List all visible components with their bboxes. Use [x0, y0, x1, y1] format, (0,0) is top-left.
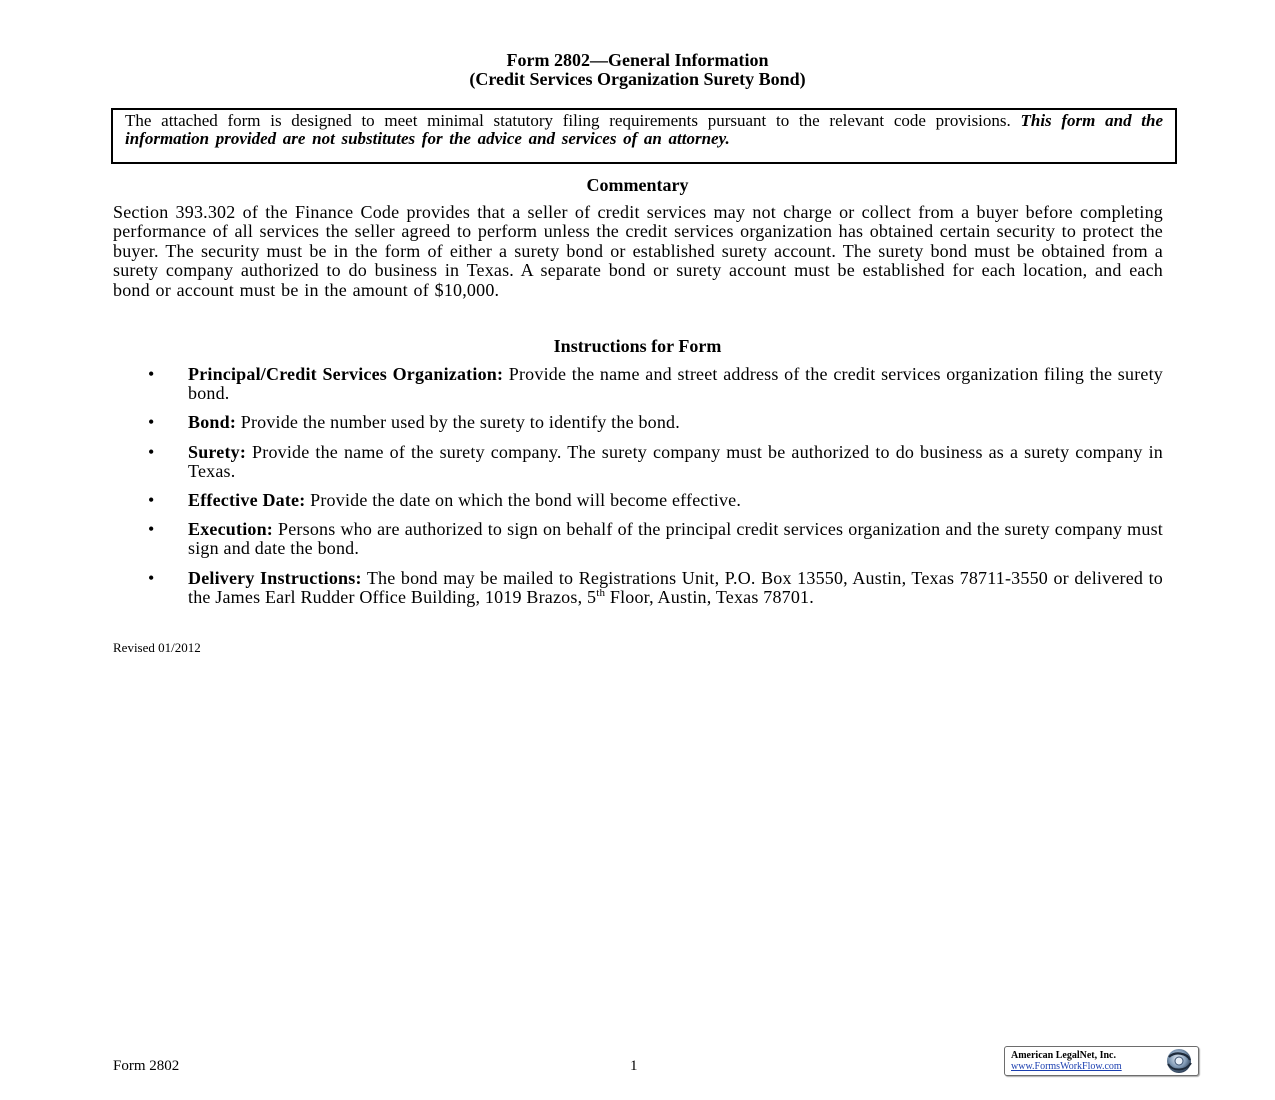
page-number: 1	[630, 1058, 638, 1074]
globe-swirl-icon	[1161, 1047, 1197, 1075]
instruction-text: Provide the date on which the bond will become effective.	[305, 490, 742, 511]
instruction-item	[148, 491, 1163, 510]
ordinal-superscript: th	[596, 586, 606, 599]
disclaimer-notice	[111, 108, 1177, 164]
bullet-icon: •	[148, 490, 155, 511]
instruction-text: Provide the number used by the surety to identify the bond.	[236, 412, 680, 433]
instruction-item	[148, 365, 1163, 403]
footer-form-label: Form 2802	[113, 1058, 180, 1074]
bullet-icon: •	[148, 364, 155, 384]
instruction-term: Surety:	[188, 441, 247, 462]
instruction-item	[148, 520, 1163, 558]
commentary-heading: Commentary	[586, 175, 689, 195]
notice-emphasis: This form and the information provided are not substitutes for the advice and services of an attorney.	[125, 111, 1164, 148]
instruction-term: Principal/Credit Services Organization:	[188, 364, 504, 384]
bullet-icon: •	[148, 567, 155, 588]
bullet-icon: •	[148, 519, 155, 540]
instruction-term: Effective Date:	[188, 490, 306, 511]
form-subtitle: (Credit Services Organization Surety Bond)	[469, 69, 806, 89]
instruction-term: Bond:	[188, 412, 237, 433]
instruction-term: Execution:	[188, 519, 273, 540]
instruction-text: Provide the name and street address of the credit services organization filing the surety bond.	[188, 364, 1163, 404]
bullet-icon: •	[148, 441, 155, 462]
instruction-text: Provide the name of the surety company. The surety company must be authorized to do business as a surety company in Texas.	[188, 441, 1163, 481]
form-title: Form 2802—General Information	[506, 50, 769, 70]
logo-company-name: American LegalNet, Inc.	[1011, 1050, 1116, 1061]
notice-text: The attached form is designed to meet minimal statutory filing requirements pursuant to the relevant code provisions.	[125, 111, 1021, 130]
instructions-heading: Instructions for Form	[553, 336, 722, 356]
instruction-item	[148, 413, 1163, 432]
instruction-term: Delivery Instructions:	[188, 567, 362, 588]
instruction-text: Persons who are authorized to sign on behalf of the principal credit services organization and the surety company must sign and date the bond.	[188, 519, 1163, 559]
instructions-list	[148, 365, 1163, 617]
logo-url-link[interactable]: www.FormsWorkFlow.com	[1011, 1061, 1122, 1072]
publisher-logo[interactable]	[1004, 1046, 1199, 1076]
bullet-icon: •	[148, 412, 155, 433]
instruction-item	[148, 569, 1163, 607]
revision-date: Revised 01/2012	[113, 640, 201, 655]
instruction-text-continued: Floor, Austin, Texas 78701.	[605, 586, 814, 607]
commentary-body: Section 393.302 of the Finance Code provides that a seller of credit services may not charge or collect from a buyer before completing performance of all services the seller agreed to perform unless the credit services organization has obtained certain security to protect the buyer. The security must be in the form of either a surety bond or established surety account. The surety bond must be obtained from a surety company authorized to do business in Texas. A separate bond or surety account must be established for each location, and each bond or account must be in the amount of $10,000.	[113, 202, 1163, 300]
instruction-text: The bond may be mailed to Registrations Unit, P.O. Box 13550, Austin, Texas 78711-3550 or delivered to the James Earl Rudder Office Building, 1019 Brazos, 5	[188, 567, 1163, 607]
instruction-item	[148, 443, 1163, 481]
